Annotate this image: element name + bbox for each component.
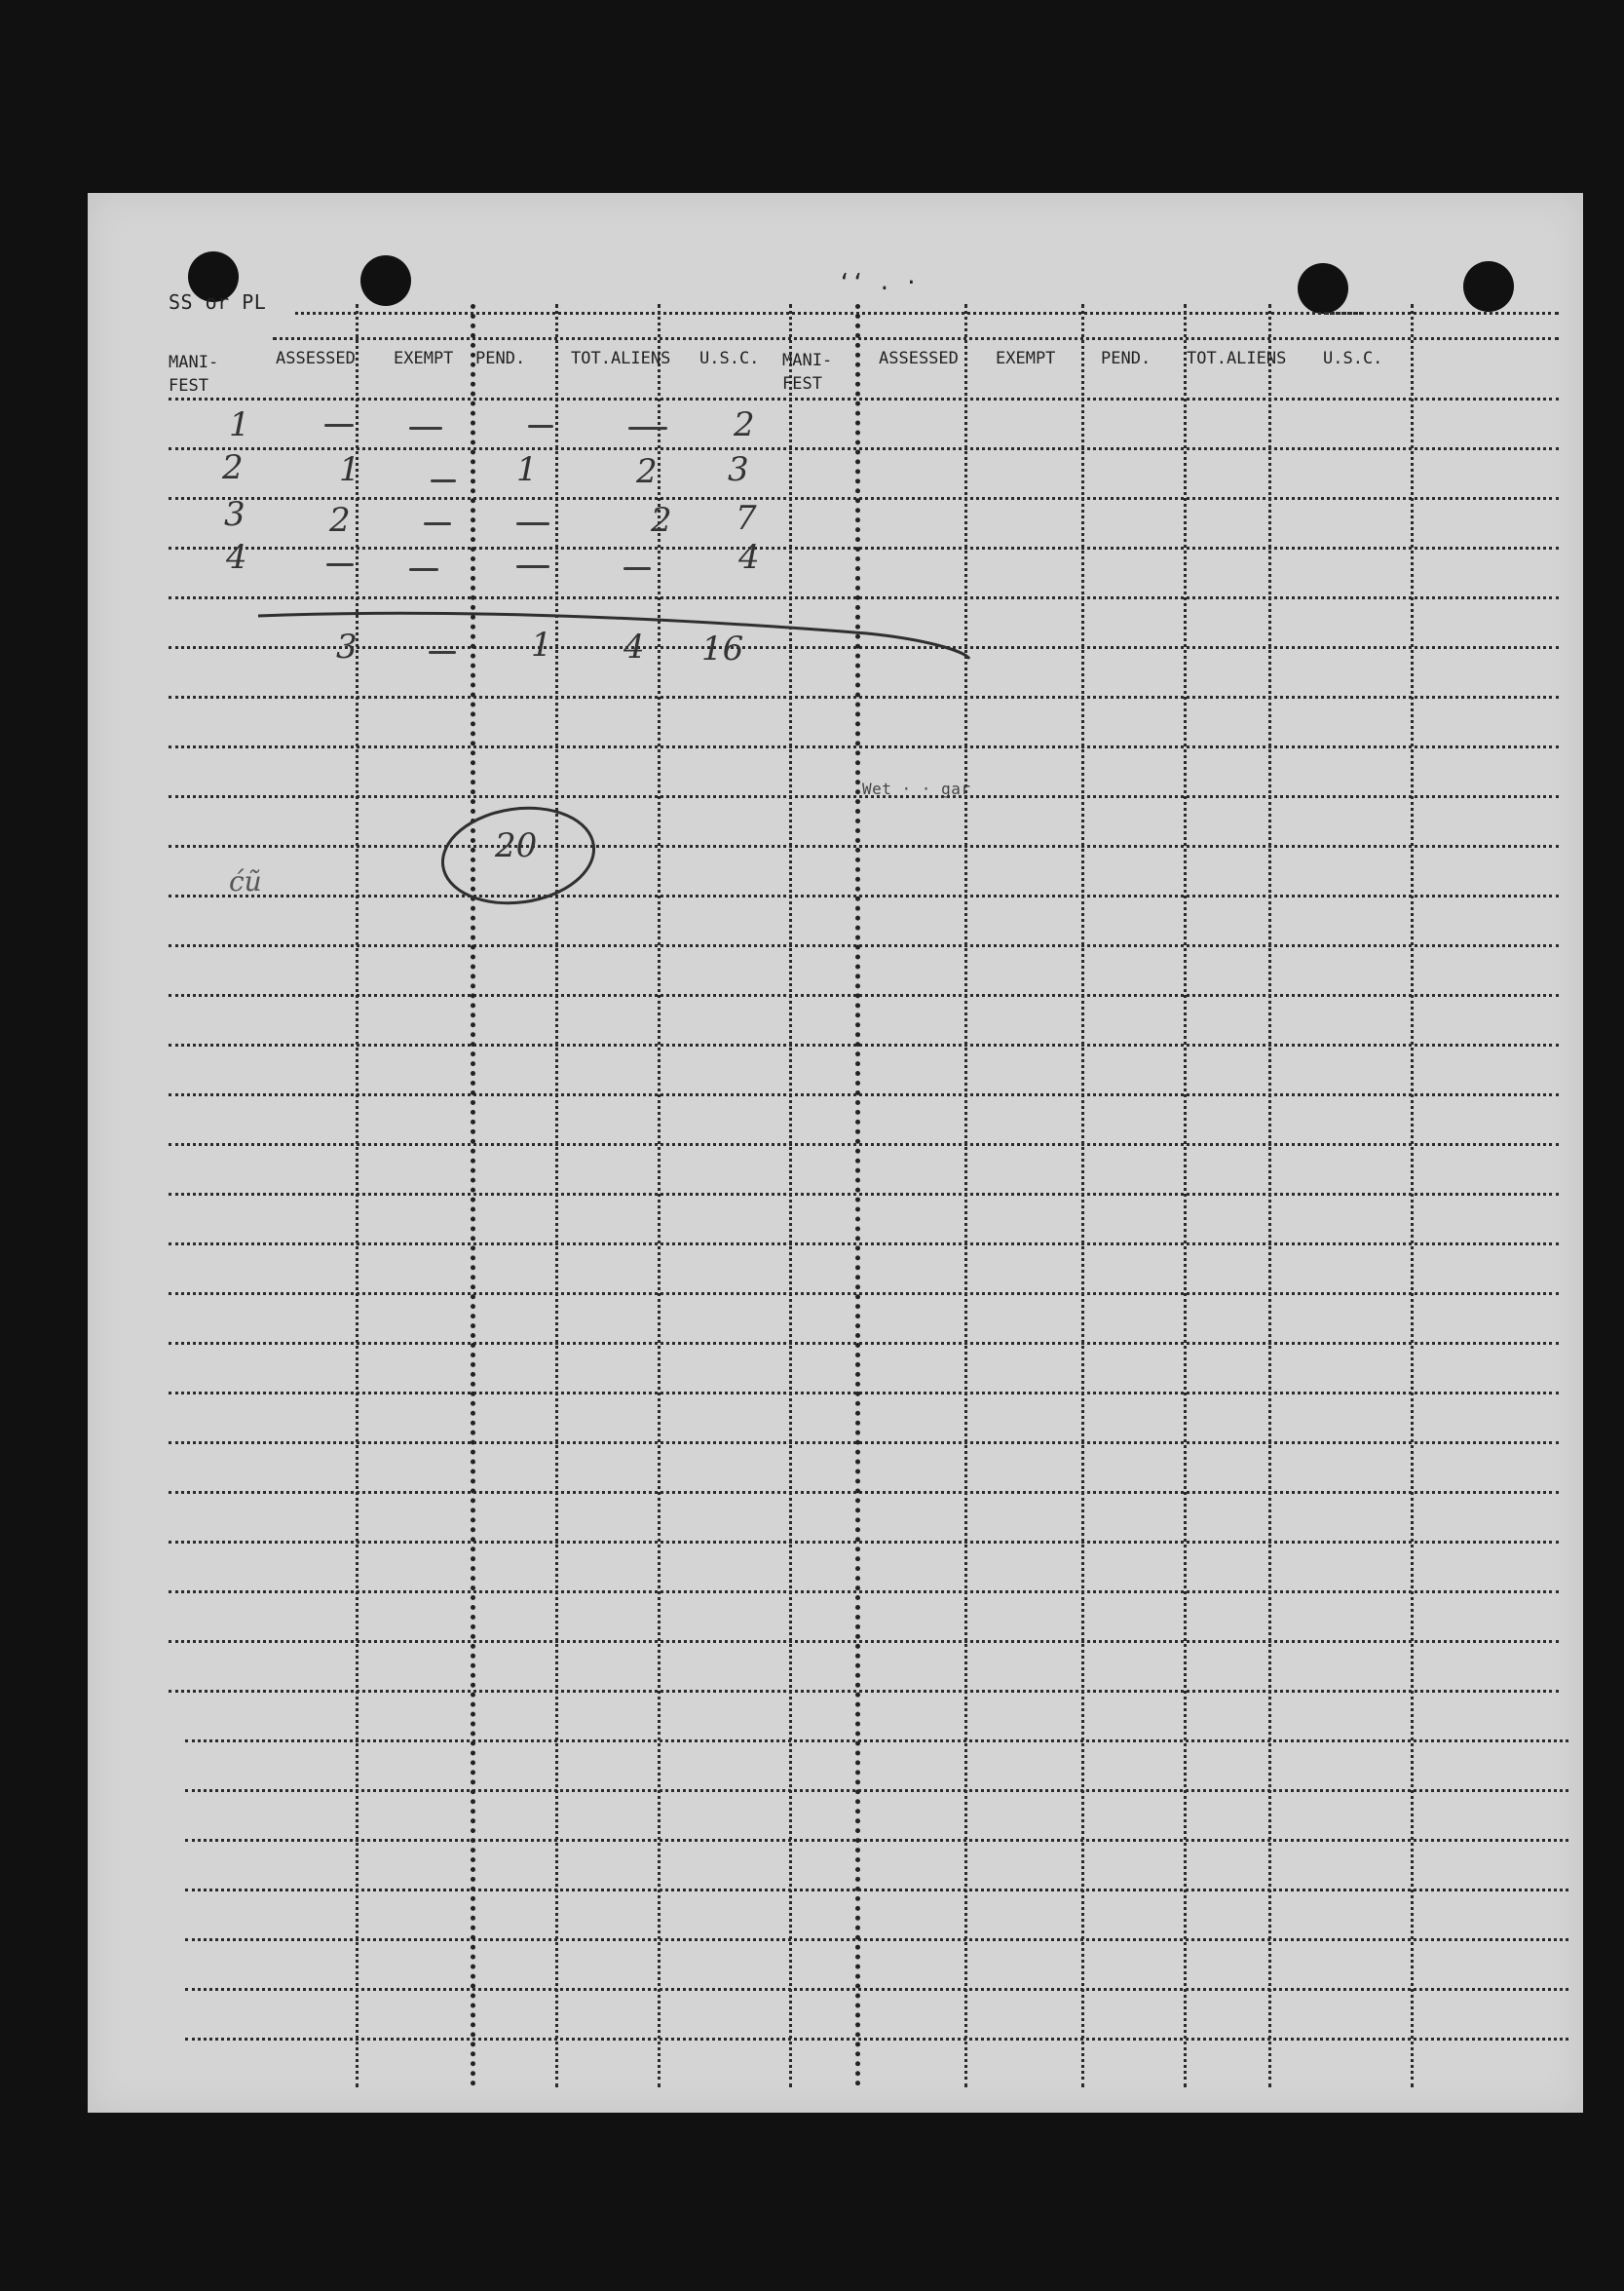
- circled-total: 20: [495, 826, 538, 865]
- entry-1-manifest: 1: [229, 405, 250, 444]
- col-header-usc-right: U.S.C.: [1323, 349, 1383, 368]
- form-sheet: [88, 193, 1583, 2113]
- col-header-exempt-right: EXEMPT: [996, 349, 1056, 368]
- total-tot-aliens: 4: [623, 628, 645, 667]
- margin-mark: ćũ: [229, 865, 262, 897]
- total-circle-stroke: [436, 799, 600, 913]
- col-header-pend-right: PEND.: [1101, 349, 1152, 368]
- entry-1-usc: 2: [734, 405, 755, 444]
- col-header-tot-aliens-right: TOT.ALIENS: [1187, 349, 1287, 368]
- ship-label: SS or PL: [169, 290, 267, 314]
- total-usc: 16: [701, 630, 744, 668]
- col-header-exempt-left: EXEMPT: [394, 349, 454, 368]
- total-assessed: 3: [336, 628, 358, 667]
- total-pend: 1: [531, 626, 552, 665]
- entry-3-tot: 2: [651, 501, 672, 540]
- entry-2-pend: 1: [516, 450, 538, 489]
- col-header-manifest-right: MANI- FEST: [782, 351, 833, 394]
- faint-note: Wet · · gar: [862, 780, 971, 798]
- col-header-pend-left: PEND.: [475, 349, 526, 368]
- col-header-assessed-left: ASSESSED: [276, 349, 356, 368]
- col-header-tot-aliens-left: TOT.ALIENS: [571, 349, 671, 368]
- col-header-usc-left: U.S.C.: [699, 349, 760, 368]
- ink-strokes: [88, 193, 1583, 2113]
- entry-2-usc: 3: [728, 450, 749, 489]
- entry-4-usc: 4: [738, 538, 760, 577]
- entry-3-manifest: 3: [224, 495, 245, 534]
- entry-3-assessed: 2: [329, 501, 351, 540]
- entry-4-manifest: 4: [226, 538, 247, 577]
- top-scribble: ‘‘ . ·: [838, 271, 919, 295]
- entry-3-usc: 7: [736, 499, 757, 538]
- total-underline-stroke: [258, 613, 969, 659]
- col-header-assessed-right: ASSESSED: [879, 349, 959, 368]
- entry-2-tot: 2: [636, 452, 658, 491]
- entry-2-assessed: 1: [339, 450, 360, 489]
- entry-2-manifest: 2: [222, 448, 244, 487]
- col-header-manifest-left: MANI- FEST: [169, 353, 219, 396]
